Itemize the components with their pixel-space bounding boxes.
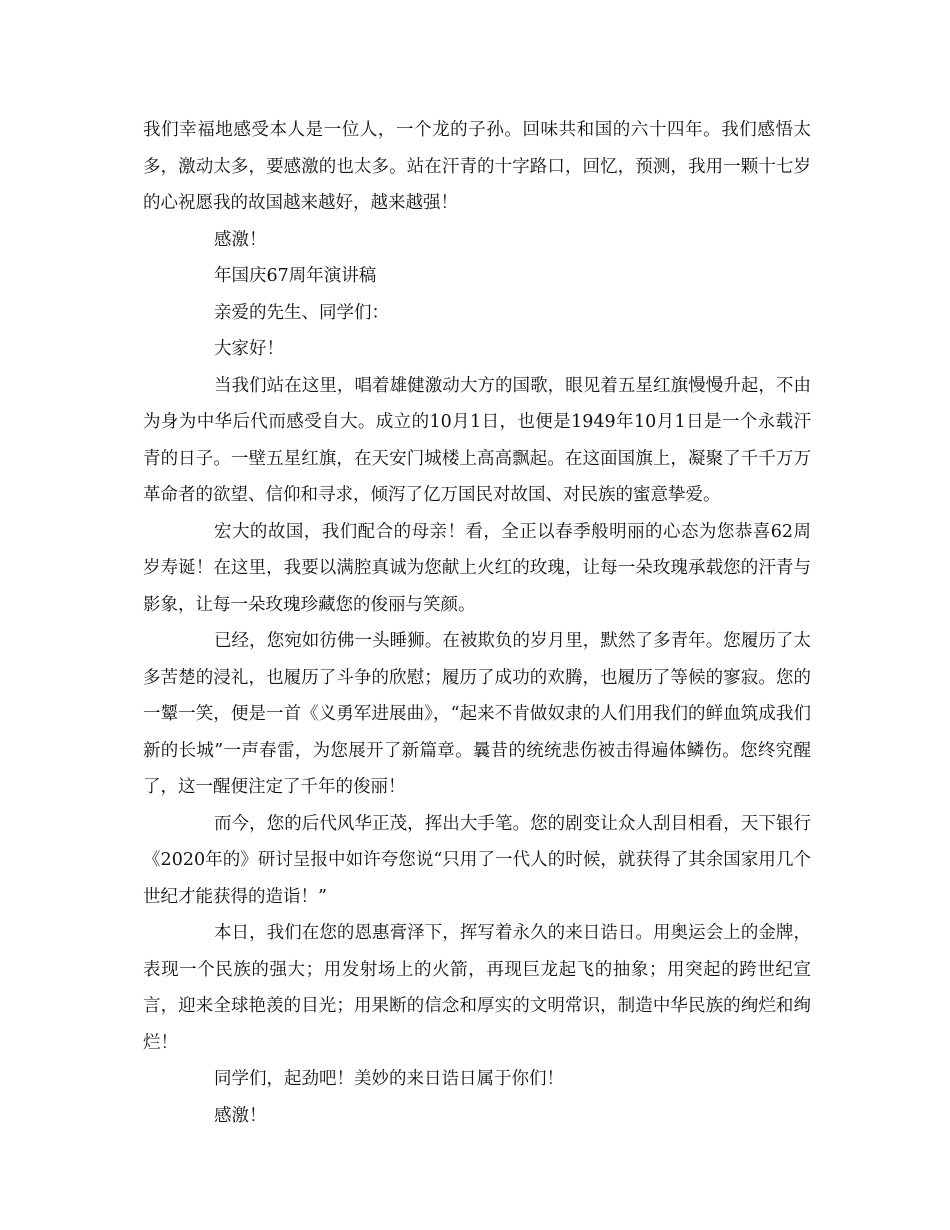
salutation: 亲爱的先生、同学们： (214, 302, 389, 323)
paragraph-7: 宏大的故国，我们配合的母亲！看，全正以春季般明丽的心态为您恭喜62周岁寿诞！在这里，我要以满腔真诚为您献上火红的玫瑰，让每一朵玫瑰承载您的汗青与影象，让每一朵玫瑰珍藏您的俊丽与笑颜。 (143, 521, 811, 615)
paragraph-9: 而今，您的后代风华正茂，挥出大手笔。您的剧变让众人刮目相看，天下银行《2020年的》研讨呈报中如许夸您说“只用了一代人的时候，就获得了其余国家用几个世纪才能获得的造诣！” (143, 813, 811, 907)
speech-title: 年国庆67周年演讲稿 (214, 266, 377, 286)
paragraph-10: 本日，我们在您的恩惠膏泽下，挥写着永久的来日诰日。用奥运会上的金牌，表现一个民族的强大；用发射场上的火箭，再现巨龙起飞的抽象；用突起的跨世纪宣言，迎来全球艳羡的目光；用果断的信念和厚实的文明常识，制造中华民族的绚烂和绚烂！ (143, 923, 811, 1053)
document-body (143, 112, 811, 1134)
paragraph-11: 同学们，起劲吧！美妙的来日诰日属于你们！ (214, 1069, 564, 1089)
closing-thanks: 感激！ (214, 1105, 267, 1126)
paragraph-6: 当我们站在这里，唱着雄健激动大方的国歌，眼见着五星红旗慢慢升起，不由为身为中华后代而感受自大。成立的10月1日，也便是1949年10月1日是一个永载汗青的日子。一壁五星红旗，在天安门城楼上高高飘起。在这面国旗上，凝聚了千千万万革命者的欲望、信仰和寻求，倾泻了亿万国民对故国、对民族的蜜意挚爱。 (143, 375, 811, 505)
paragraph-2: 感激！ (214, 229, 267, 250)
paragraph-1: 我们幸福地感受本人是一位人，一个龙的子孙。回味共和国的六十四年。我们感悟太多，激动太多，要感激的也太多。站在汗青的十字路口，回忆，预测，我用一颗十七岁的心祝愿我的故国越来越好，越来越强！ (143, 120, 811, 213)
greeting: 大家好！ (214, 339, 284, 359)
paragraph-8: 已经，您宛如彷佛一头睡狮。在被欺负的岁月里，默然了多青年。您履历了太多苦楚的浸礼，也履历了斗争的欣慰；履历了成功的欢腾，也履历了等候的寥寂。您的一颦一笑，便是一首《义勇军进展曲》，“起来不肯做奴隶的人们用我们的鲜血筑成我们新的长城”一声春雷，为您展开了新篇章。曩昔的统统悲伤被击得遍体鳞伤。您终究醒了，这一醒便注定了千年的俊丽！ (143, 631, 811, 797)
